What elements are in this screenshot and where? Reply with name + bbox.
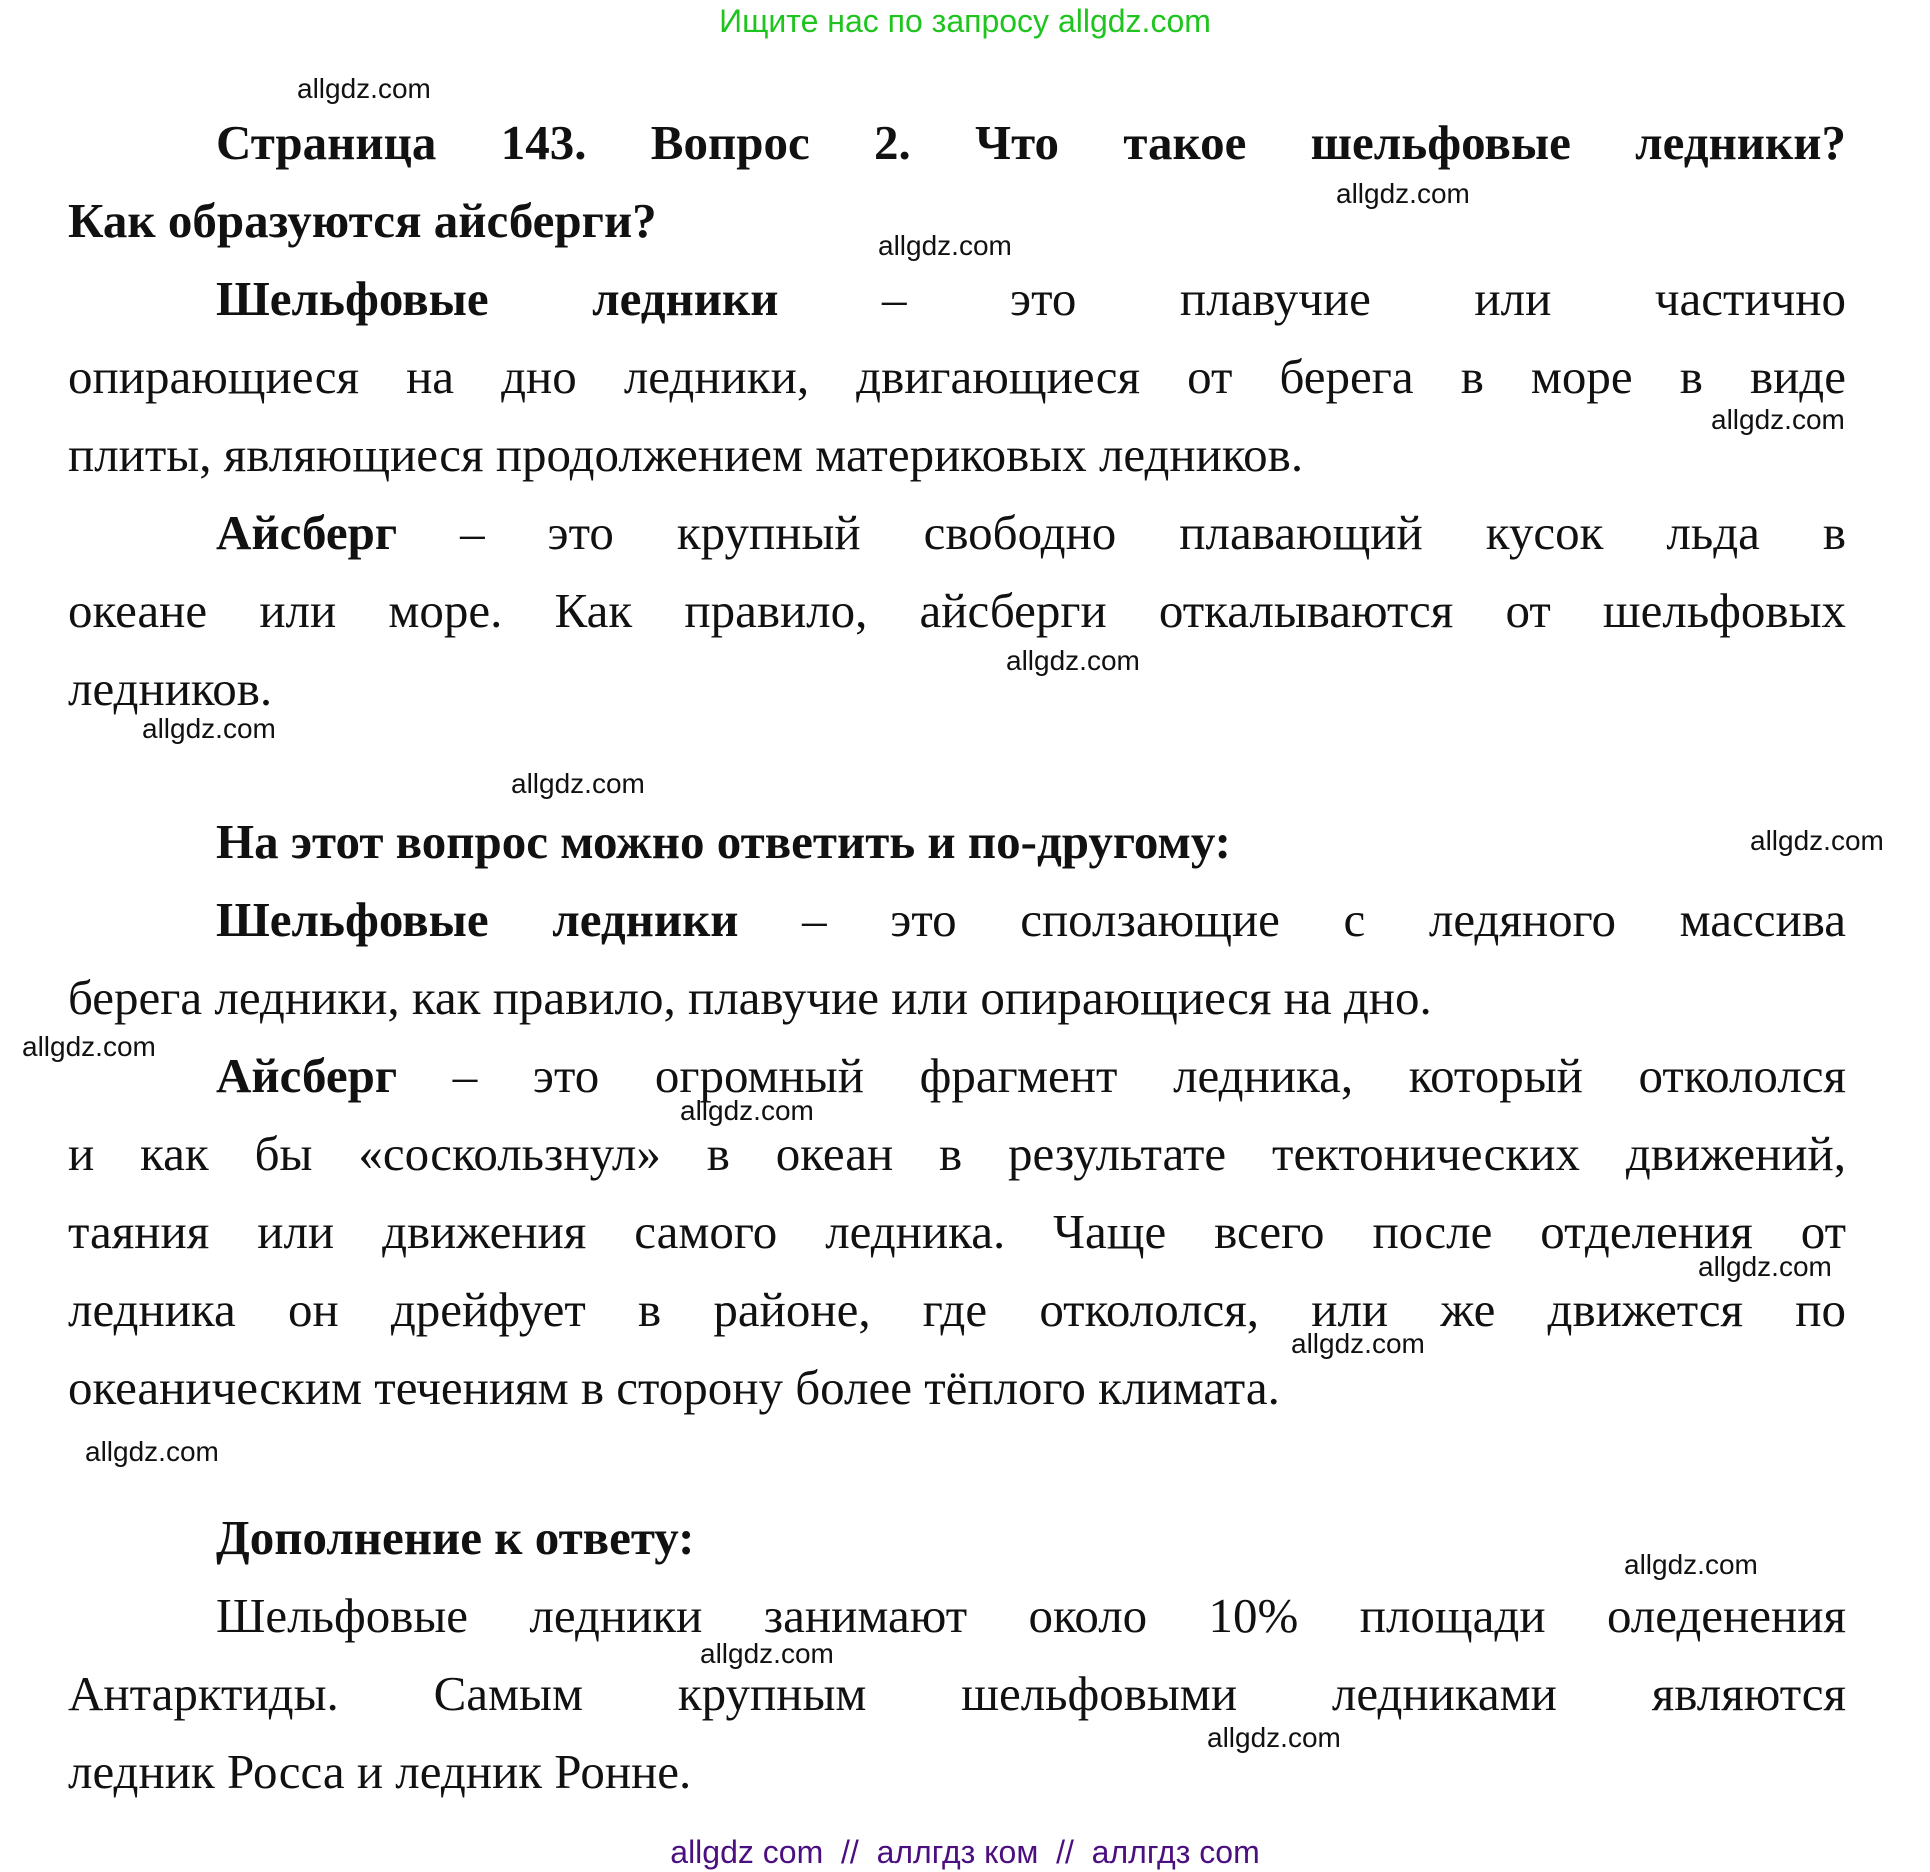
- text-line: [68, 881, 1846, 959]
- text-line: [68, 104, 1846, 182]
- search-banner[interactable]: Ищите нас по запросу allgdz.com: [719, 3, 1211, 39]
- line-text: Шельфовые ледники занимают около 10% площади оледенения: [216, 1588, 1846, 1643]
- watermark: allgdz.com: [297, 73, 431, 104]
- text-line: [68, 1733, 1846, 1811]
- line-text: ледников.: [68, 661, 273, 716]
- watermark: allgdz.com: [878, 230, 1012, 261]
- bold-term: Шельфовые ледники: [216, 271, 779, 326]
- watermark: allgdz.com: [1624, 1549, 1758, 1580]
- answer-section-addition: [68, 1499, 1846, 1811]
- text-line: [68, 1655, 1846, 1733]
- text-line: [68, 959, 1846, 1037]
- watermark: allgdz.com: [1711, 404, 1845, 435]
- bold-term: Шельфовые ледники: [216, 892, 739, 947]
- bold-term: Страница 143. Вопрос 2. Что такое шельфовые ледники?: [216, 115, 1846, 170]
- watermark: allgdz.com: [1336, 178, 1470, 209]
- text-line: [68, 1577, 1846, 1655]
- text-line: [68, 1499, 1846, 1577]
- watermark: allgdz.com: [700, 1638, 834, 1669]
- bold-term: На этот вопрос можно ответить и по-другому:: [216, 814, 1232, 869]
- text-line: [68, 1193, 1846, 1271]
- text-line: [68, 1349, 1846, 1427]
- watermark: allgdz.com: [22, 1031, 156, 1062]
- line-text: ледник Росса и ледник Ронне.: [68, 1744, 692, 1799]
- watermark: allgdz.com: [680, 1095, 814, 1126]
- text-line: [68, 650, 1846, 728]
- line-text: таяния или движения самого ледника. Чаще всего после отделения от: [68, 1204, 1846, 1259]
- text-line: [68, 260, 1846, 338]
- text-line: [68, 1271, 1846, 1349]
- line-text: и как бы «соскользнул» в океан в результате тектонических движений,: [68, 1126, 1846, 1181]
- text-line: [68, 494, 1846, 572]
- footer-links[interactable]: allgdz com // аллгдз ком // аллгдз com: [670, 1834, 1260, 1870]
- line-text: – это плавучие или частично: [778, 271, 1847, 326]
- line-text: – это огромный фрагмент ледника, который откололся: [397, 1048, 1846, 1103]
- text-line: [68, 1037, 1846, 1115]
- line-text: Антарктиды. Самым крупным шельфовыми ледниками являются: [68, 1666, 1846, 1721]
- line-text: – это сползающие с ледяного массива: [738, 892, 1846, 947]
- text-line: [68, 416, 1846, 494]
- watermark: allgdz.com: [1750, 825, 1884, 856]
- line-text: берега ледники, как правило, плавучие или опирающиеся на дно.: [68, 970, 1432, 1025]
- watermark: allgdz.com: [1207, 1722, 1341, 1753]
- watermark: allgdz.com: [1291, 1328, 1425, 1359]
- line-text: опирающиеся на дно ледники, двигающиеся от берега в море в виде: [68, 349, 1846, 404]
- bold-term: Как образуются айсберги?: [68, 193, 657, 248]
- text-line: [68, 1115, 1846, 1193]
- line-text: плиты, являющиеся продолжением материковых ледников.: [68, 427, 1304, 482]
- bold-term: Айсберг: [216, 1048, 398, 1103]
- line-text: океаническим течениям в сторону более тёплого климата.: [68, 1360, 1280, 1415]
- text-line: [68, 338, 1846, 416]
- watermark: allgdz.com: [511, 768, 645, 799]
- line-text: – это крупный свободно плавающий кусок льда в: [397, 505, 1846, 560]
- watermark: allgdz.com: [85, 1436, 219, 1467]
- answer-section-alternative: [68, 803, 1846, 1427]
- line-text: океане или море. Как правило, айсберги откалываются от шельфовых: [68, 583, 1846, 638]
- answer-section-main: [68, 104, 1846, 728]
- watermark: allgdz.com: [1698, 1251, 1832, 1282]
- watermark: allgdz.com: [1006, 645, 1140, 676]
- text-line: [68, 803, 1846, 881]
- watermark: allgdz.com: [142, 713, 276, 744]
- bold-term: Дополнение к ответу:: [216, 1510, 695, 1565]
- line-text: ледника он дрейфует в районе, где откололся, или же движется по: [68, 1282, 1846, 1337]
- text-line: [68, 572, 1846, 650]
- bold-term: Айсберг: [216, 505, 398, 560]
